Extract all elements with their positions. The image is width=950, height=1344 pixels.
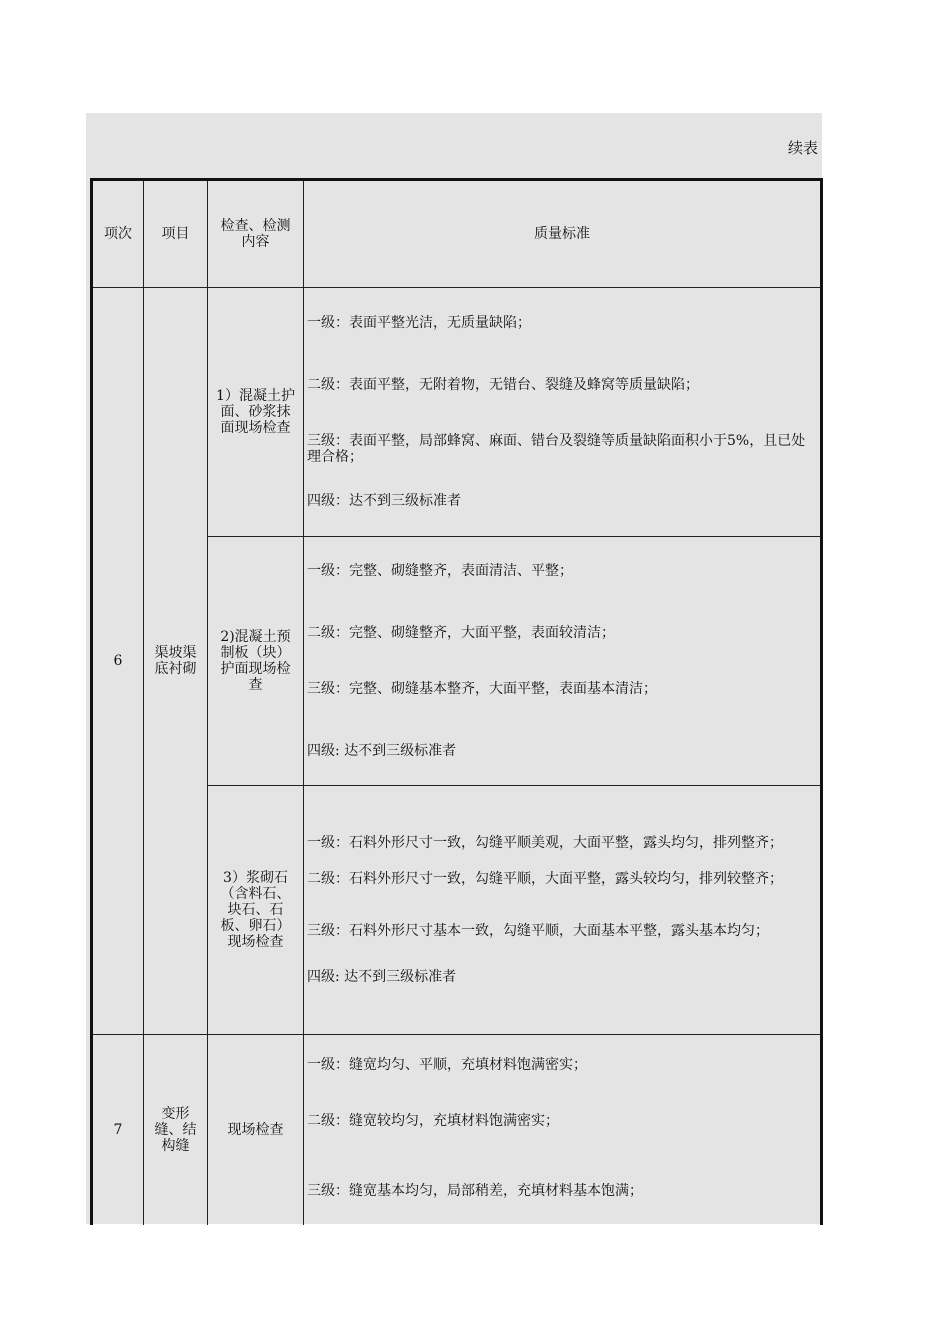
standard-line: 四级：达不到三级标准者 <box>307 493 461 509</box>
standard-line: 一级：表面平整光洁，无质量缺陷； <box>307 315 531 331</box>
header-row <box>92 180 822 288</box>
standard-line: 二级：石料外形尺寸一致，勾缝平顺，大面平整，露头较均匀，排列较整齐； <box>307 871 783 887</box>
header-check <box>208 180 304 288</box>
standard-line: 四级: 达不到三级标准者 <box>307 743 457 759</box>
standard-line: 一级：石料外形尺寸一致，勾缝平顺美观，大面平整，露头均匀，排列整齐； <box>307 835 783 851</box>
standard-line: 三级：表面平整，局部蜂窝、麻面、错台及裂缝等质量缺陷面积小于5%，且已处理合格； <box>307 433 806 465</box>
row-item: 变形缝、结构缝 <box>144 1035 208 1225</box>
header-item: 项目 <box>144 180 208 288</box>
standard-line: 四级: 达不到三级标准者 <box>307 969 457 985</box>
standard-line: 一级：完整、砌缝整齐，表面清洁、平整； <box>307 563 573 579</box>
row-check: 现场检查 <box>208 1035 304 1225</box>
row-standard <box>304 288 822 537</box>
row-index: 7 <box>92 1035 144 1225</box>
standard-line: 三级：缝宽基本均匀，局部稍差，充填材料基本饱满； <box>307 1183 643 1199</box>
standard-line: 二级：缝宽较均匀，充填材料饱满密实； <box>307 1113 559 1129</box>
quality-standard-table <box>90 178 823 1225</box>
standard-line: 三级：石料外形尺寸基本一致，勾缝平顺，大面基本平整，露头基本均匀； <box>307 923 769 939</box>
standard-line: 二级：表面平整，无附着物，无错台、裂缝及蜂窝等质量缺陷； <box>307 377 699 393</box>
spreadsheet-page <box>86 113 822 1224</box>
table-row <box>92 1035 822 1225</box>
row-check: 2)混凝土预制板（块）护面现场检查 <box>208 537 304 786</box>
standard-line: 一级：缝宽均匀、平顺，充填材料饱满密实； <box>307 1057 587 1073</box>
standard-line: 三级：完整、砌缝基本整齐，大面平整，表面基本清洁； <box>307 681 657 697</box>
row-standard <box>304 786 822 1035</box>
row-standard <box>304 537 822 786</box>
row-check: 3）浆砌石（含料石、块石、石板、卵石）现场检查 <box>208 786 304 1035</box>
header-check-line1: 检查、检测 <box>220 218 291 234</box>
row-standard <box>304 1035 822 1225</box>
continued-label: 续表 <box>787 139 818 157</box>
header-standard: 质量标准 <box>304 180 822 288</box>
standard-line: 二级：完整、砌缝整齐，大面平整，表面较清洁； <box>307 625 615 641</box>
header-check-line2: 内容 <box>241 234 270 250</box>
header-index: 项次 <box>92 180 144 288</box>
table-row <box>92 288 822 537</box>
row-index: 6 <box>92 288 144 1035</box>
row-item: 渠坡渠底衬砌 <box>144 288 208 1035</box>
row-check: 1）混凝土护面、砂浆抹面现场检查 <box>208 288 304 537</box>
